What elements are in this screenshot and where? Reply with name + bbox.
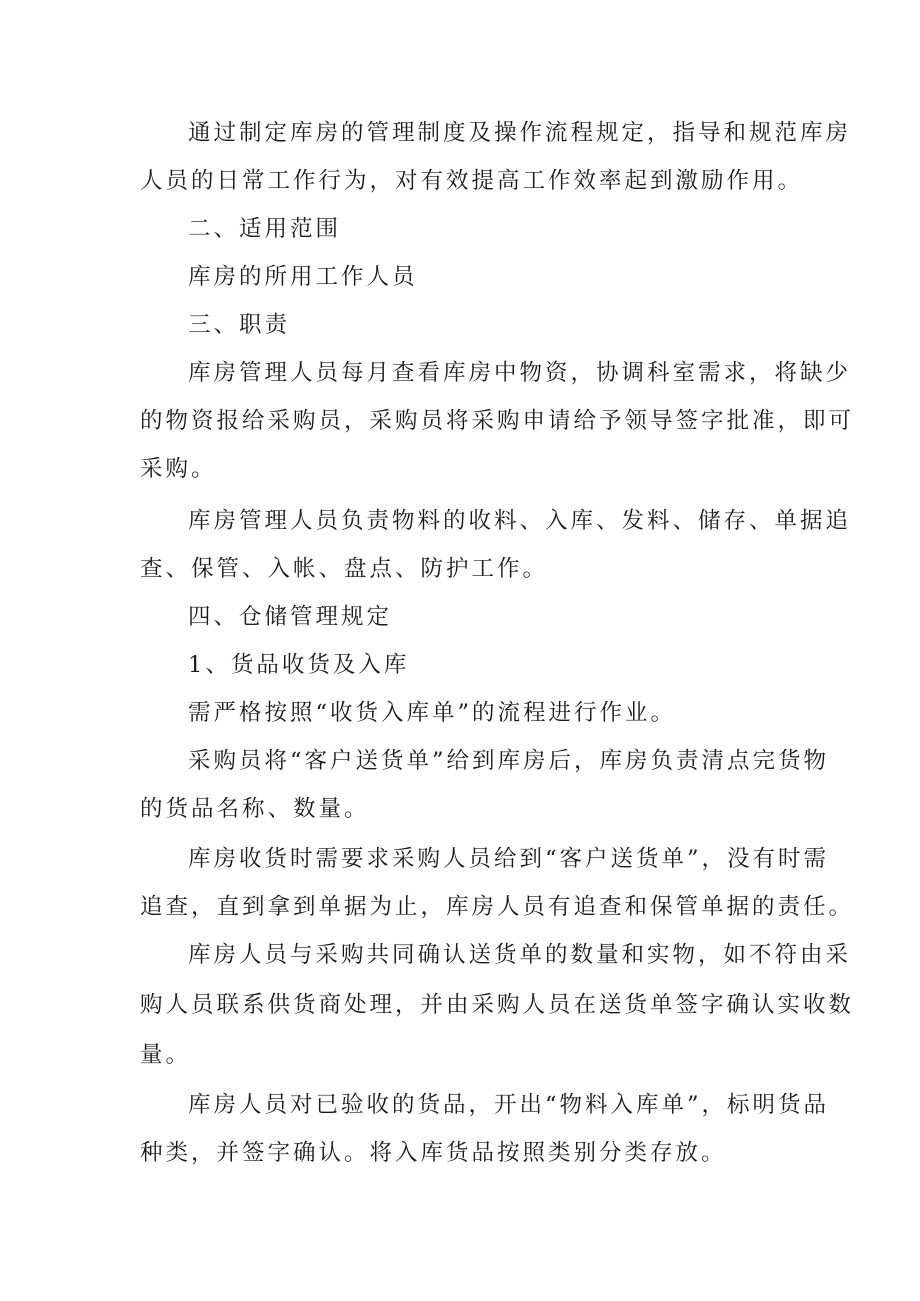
duties-text-1-line-1: 库房管理人员每月查看库房中物资，协调科室需求，将缺少 <box>188 360 852 386</box>
receiving-text-4-line-3: 量。 <box>140 1042 192 1068</box>
heading-scope: 二、适用范围 <box>188 216 342 242</box>
receiving-text-2-line-2: 的货品名称、数量。 <box>140 796 370 822</box>
duties-text-2-line-1: 库房管理人员负责物料的收料、入库、发料、储存、单据追 <box>188 508 852 534</box>
receiving-text-5-line-2: 种类，并签字确认。将入库货品按照类别分类存放。 <box>140 1140 727 1166</box>
purpose-text-line-1: 通过制定库房的管理制度及操作流程规定，指导和规范库房 <box>188 120 852 146</box>
subheading-receiving: 1、货品收货及入库 <box>188 652 410 678</box>
scope-text: 库房的所用工作人员 <box>188 264 418 290</box>
duties-text-1-line-3: 采购。 <box>140 456 217 482</box>
receiving-text-4-line-2: 购人员联系供货商处理，并由采购人员在送货单签字确认实收数 <box>140 992 855 1018</box>
purpose-text-line-2: 人员的日常工作行为，对有效提高工作效率起到激励作用。 <box>140 168 804 194</box>
receiving-text-3-line-1: 库房收货时需要求采购人员给到“客户送货单”，没有时需 <box>188 846 830 872</box>
receiving-text-5-line-1: 库房人员对已验收的货品，开出“物料入库单”，标明货品 <box>188 1092 830 1118</box>
heading-duties: 三、职责 <box>188 312 291 338</box>
heading-storage: 四、仓储管理规定 <box>188 604 393 630</box>
duties-text-1-line-2: 的物资报给采购员，采购员将采购申请给予领导签字批准，即可 <box>140 408 855 434</box>
duties-text-2-line-2: 查、保管、入帐、盘点、防护工作。 <box>140 556 549 582</box>
receiving-text-2-line-1: 采购员将“客户送货单”给到库房后，库房负责清点完货物 <box>188 748 830 774</box>
receiving-text-3-line-2: 追查，直到拿到单据为止，库房人员有追查和保管单据的责任。 <box>140 894 855 920</box>
receiving-text-4-line-1: 库房人员与采购共同确认送货单的数量和实物，如不符由采 <box>188 942 852 968</box>
receiving-text-1: 需严格按照“收货入库单”的流程进行作业。 <box>188 700 677 726</box>
